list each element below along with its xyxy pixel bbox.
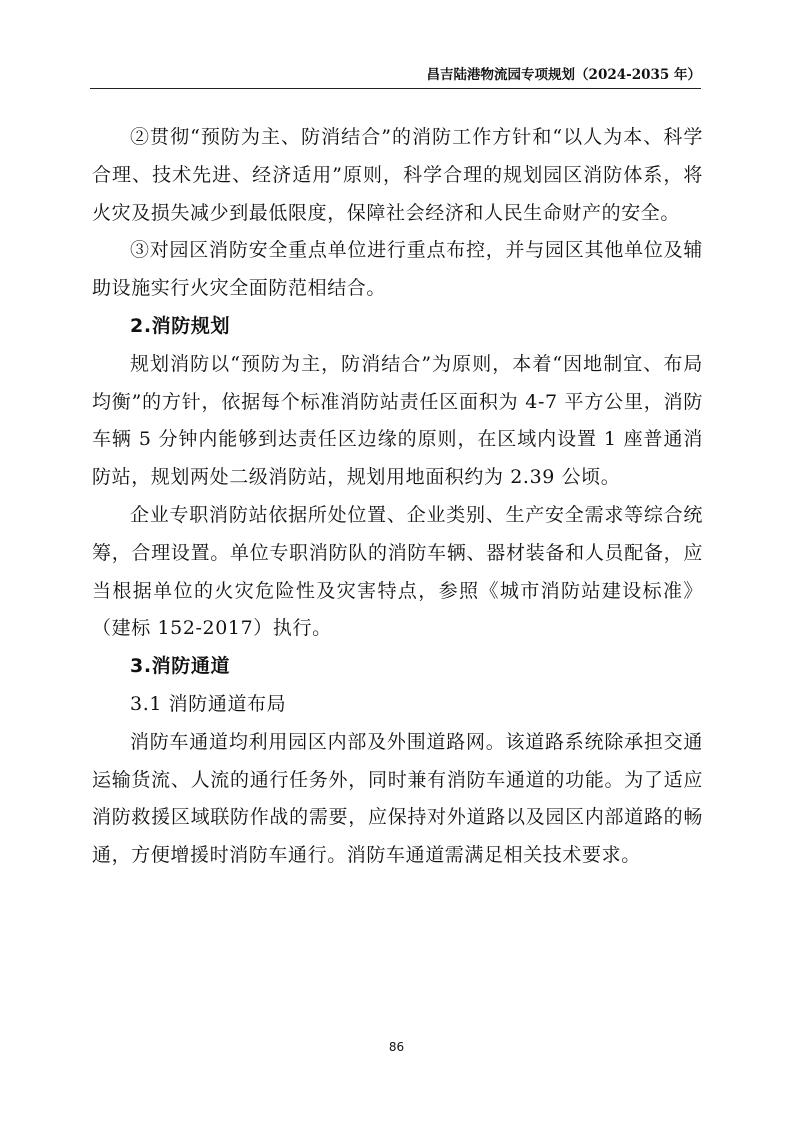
subsection-heading-access-layout: 3.1 消防通道布局 <box>130 692 287 715</box>
paragraph-principle-2: ②贯彻“预防为主、防消结合”的消防工作方针和“以人为本、科学合理、技术先进、经济适用”原则，科学合理的规划园区消防体系，将火灾及损失减少到最低限度，保障社会经济和人民生命财产的安全。 <box>92 126 703 224</box>
paragraph-fire-planning: 规划消防以“预防为主，防消结合”为原则，本着“因地制宜、布局均衡”的方针，依据每个标准消防站责任区面积为 4-7 平方公里，消防车辆 5 分钟内能够到达责任区边缘的原则，在区域内设置 1 座普通消防站，规划两处二级消防站，规划用地面积约为 2.39 公顷。 <box>92 352 703 489</box>
section-heading-fire-planning: 2.消防规划 <box>130 314 231 337</box>
running-header: 昌吉陆港物流园专项规划（2024-2035 年） <box>426 67 701 83</box>
page-number: 86 <box>388 1040 405 1054</box>
paragraph-principle-3: ③对园区消防安全重点单位进行重点布控，并与园区其他单位及辅助设施实行火灾全面防范相结合。 <box>92 239 703 300</box>
paragraph-access-layout: 消防车通道均利用园区内部及外围道路网。该道路系统除承担交通运输货流、人流的通行任务外，同时兼有消防车通道的功能。为了适应消防救援区域联防作战的需要，应保持对外道路以及园区内部道路的畅通，方便增援时消防车通行。消防车通道需满足相关技术要求。 <box>92 730 703 867</box>
page-content <box>92 119 703 875</box>
section-heading-fire-access: 3.消防通道 <box>130 655 231 678</box>
paragraph-enterprise-fire-station: 企业专职消防站依据所处位置、企业类别、生产安全需求等综合统筹，合理设置。单位专职消防队的消防车辆、器材装备和人员配备，应当根据单位的火灾危险性及灾害特点，参照《城市消防站建设标准》（建标 152-2017）执行。 <box>92 503 703 640</box>
header-rule <box>90 88 701 89</box>
